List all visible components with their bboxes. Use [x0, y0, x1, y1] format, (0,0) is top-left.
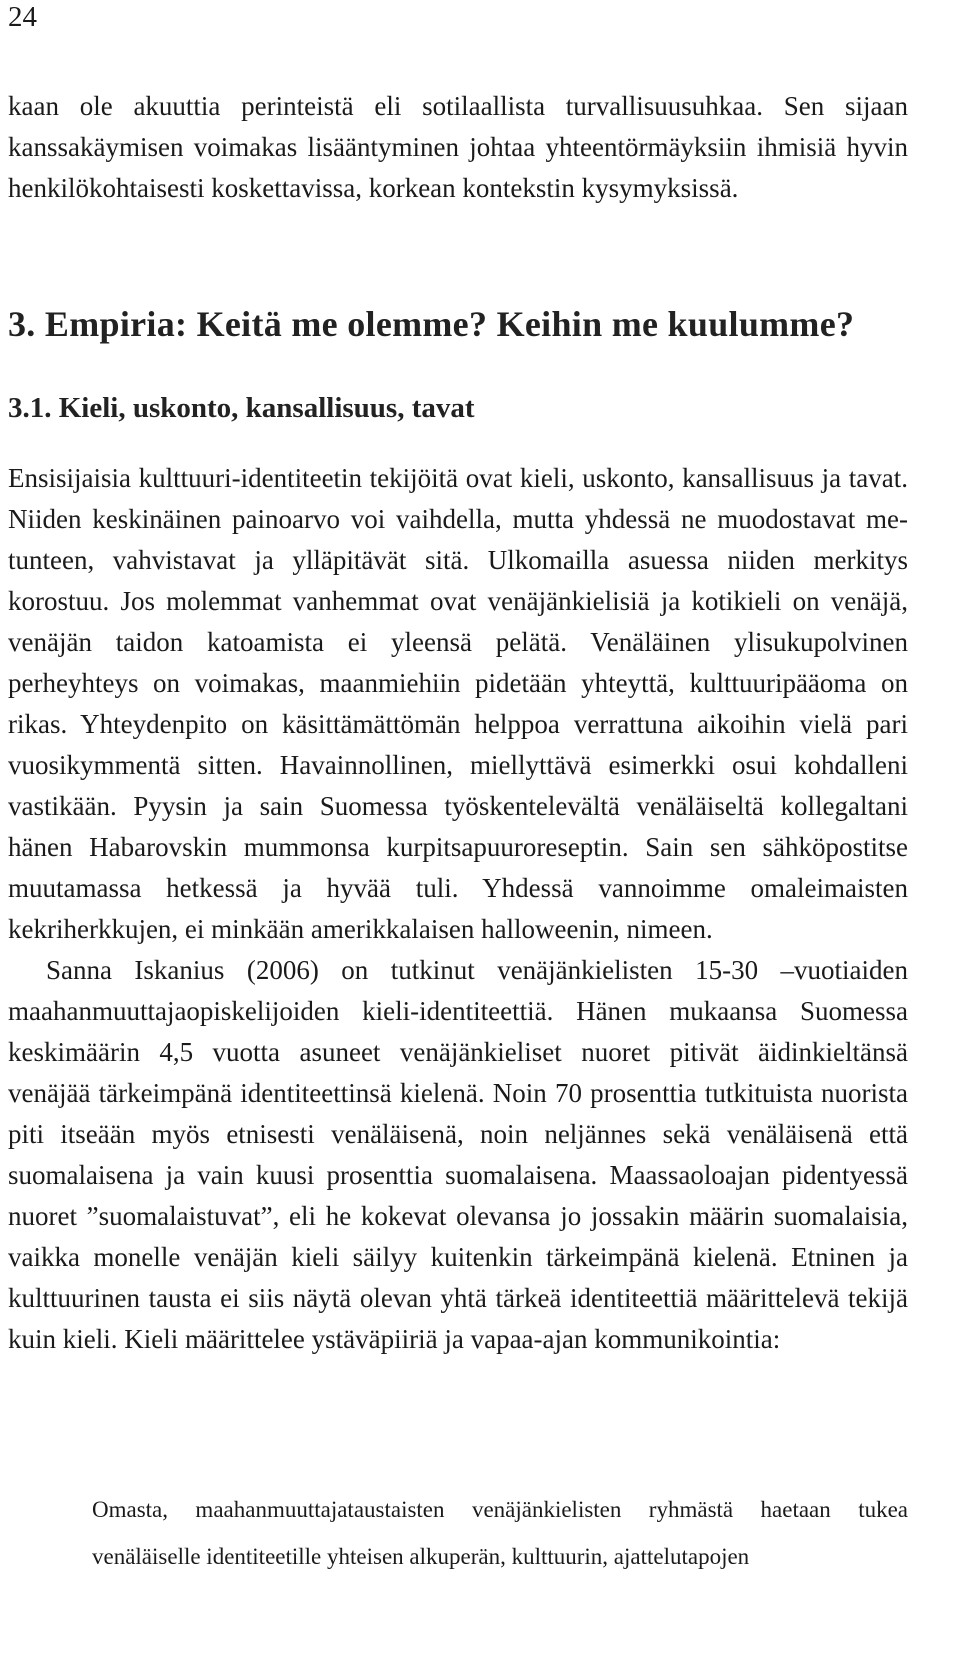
- paragraph-1: Ensisijaisia kulttuuri-identiteetin tekijöitä ovat kieli, uskonto, kansallisuus ja tavat. Niiden keskinäinen painoarvo voi vaihdella, mutta yhdessä ne muodostavat me-tunteen, vahvistavat ja ylläpitävät sitä. Ulkomailla asuessa niiden merkitys korostuu. Jos molemmat vanhemmat ovat venäjänkielisiä ja kotikieli on venäjä, venäjän taidon katoamista ei yleensä pelätä. Venäläinen ylisukupolvinen perheyhteys on voimakas, maanmiehiin pidetään yhteyttä, kulttuuripääoma on rikas. Yhteydenpito on käsittämättömän helppoa verrattuna aikoihin vielä pari vuosikymmentä sitten. Havainnollinen, miellyttävä esimerkki osui kohdalleni vastikään. Pyysin ja sain Suomessa työskentelevältä venäläiseltä kollegaltani hänen Habarovskin mummonsa kurpitsapuuroreseptin. Sain sen sähköpostitse muutamassa hetkessä ja hyvää tuli. Yhdessä vannoimme omaleimaisten kekriherkkujen, ei minkään amerikkalaisen halloweenin, nimeen.: [8, 463, 908, 944]
- subsection-heading: 3.1. Kieli, uskonto, kansallisuus, tavat: [8, 392, 475, 424]
- main-text: [8, 86, 908, 1360]
- paragraph-2: Sanna Iskanius (2006) on tutkinut venäjänkielisten 15-30 –vuotiaiden maahanmuuttajaopiskelijoiden kieli-identiteettiä. Hänen mukaansa Suomessa keskimäärin 4,5 vuotta asuneet venäjänkieliset nuoret pitivät äidinkieltänsä venäjää tärkeimpänä identiteettinsä kielenä. Noin 70 prosenttia tutkituista nuorista piti itseään myös etnisesti venäläisenä, noin neljännes sekä venäläisenä että suomalaisena ja vain kuusi prosenttia suomalaisena. Maassaoloajan pidentyessä nuoret ”suomalaistuvat”, eli he kokevat olevansa jo jossakin määrin suomalaisia, vaikka monelle venäjän kieli säilyy kuitenkin tärkeimpänä kielenä. Etninen ja kulttuurinen tausta ei siis näytä olevan yhtä tärkeä identiteettiä määrittelevä tekijä kuin kieli. Kieli määrittelee ystäväpiiriä ja vapaa-ajan kommunikointia:: [8, 955, 908, 1354]
- page-number: 24: [8, 1, 37, 33]
- block-quote-text: Omasta, maahanmuuttajataustaisten venäjänkielisten ryhmästä haetaan tukea venäläiselle identiteetille yhteisen alkuperän, kulttuurin, ajattelutapojen: [92, 1497, 908, 1569]
- block-quote: [92, 1486, 908, 1580]
- section-heading: 3. Empiria: Keitä me olemme? Keihin me kuulumme?: [8, 304, 855, 344]
- intro-paragraph: kaan ole akuuttia perinteistä eli sotilaallista turvallisuusuhkaa. Sen sijaan kanssakäymisen voimakas lisääntyminen johtaa yhteentörmäyksiin ihmisiä hyvin henkilökohtaisesti koskettavissa, korkean kontekstin kysymyksissä.: [8, 91, 908, 203]
